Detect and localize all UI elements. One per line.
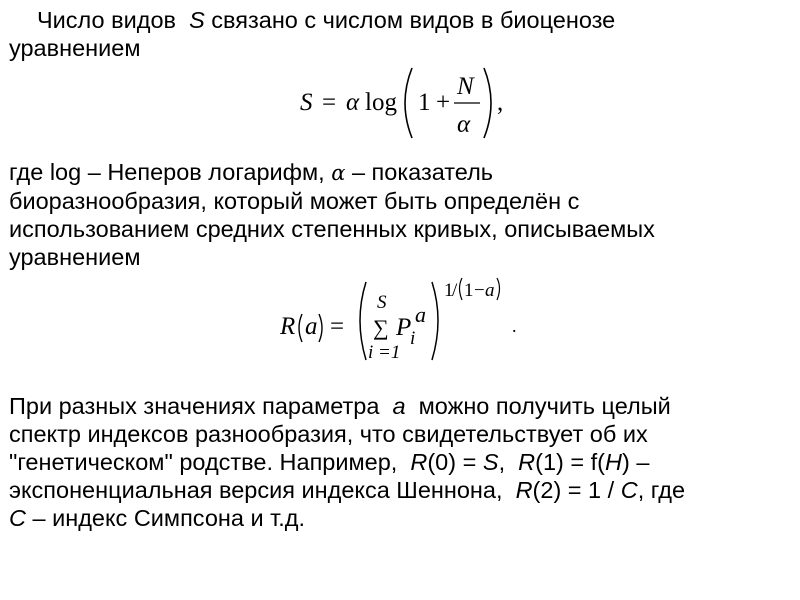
formula2-R: R: [280, 313, 296, 340]
var-S-2: S: [482, 449, 499, 475]
alpha-symbol: α: [331, 161, 346, 185]
intro-text-2: связано с числом видов в биоценозе: [211, 7, 616, 33]
formula1-log: log: [365, 89, 397, 116]
def-text-1: где log – Неперов логарифм,: [9, 159, 325, 185]
formula1-N: N: [457, 73, 474, 100]
formula2-a: a: [305, 313, 318, 340]
var-C: C: [620, 477, 638, 503]
ex-text-4: "генетическом" родстве. Например,: [9, 449, 398, 475]
formula1-plus: +: [436, 89, 451, 116]
formula2-arg-rparen: [319, 314, 322, 342]
intro-paragraph: [9, 6, 794, 62]
ex-text-2: можно получить целый: [418, 393, 671, 419]
ex-text-3: спектр индексов разнообразия, что свидетельствует об их: [9, 421, 648, 447]
formula2-exp-rparen: [497, 278, 500, 300]
formula2-exp-a: a: [485, 280, 495, 301]
formula-diversity-index: [280, 276, 530, 366]
formula1-eq: =: [322, 89, 337, 116]
R1-value: (1) = f(: [535, 449, 605, 475]
var-R-0: R: [410, 449, 428, 475]
separator: ,: [498, 449, 506, 475]
formula2-period: .: [512, 316, 517, 336]
formula1-right-paren: [484, 68, 491, 138]
var-R-2: R: [515, 477, 533, 503]
formula1-alpha-denom: α: [457, 111, 471, 138]
formula2-big-lparen: [360, 282, 366, 360]
formula2-a-sup: a: [415, 302, 426, 327]
formula2-sum-top: S: [377, 292, 387, 313]
formula2-P: P: [396, 314, 412, 341]
ex-text-6: , где: [637, 477, 686, 503]
var-S: S: [189, 7, 205, 33]
def-text-2: – показатель: [351, 159, 494, 185]
definition-paragraph: [9, 158, 794, 271]
formula1-alpha: α: [346, 89, 360, 116]
formula2-arg-lparen: [299, 314, 302, 342]
formula2-eq: =: [330, 313, 345, 340]
formula1-one: 1: [418, 89, 431, 116]
formula1-left-paren: [405, 68, 412, 138]
def-text-3: биоразнообразия, который может быть определён с: [9, 188, 580, 214]
formula2-big-rparen: [432, 282, 438, 360]
ex-text-1: При разных значениях параметра: [9, 393, 380, 419]
formula2-sum-bottom: i =1: [368, 342, 401, 363]
var-H: H: [605, 449, 622, 475]
var-C-2: C: [9, 505, 26, 531]
def-text-4: использованием средних степенных кривых, описываемых: [9, 216, 655, 242]
intro-text-1: Число видов: [37, 7, 176, 33]
R1-end: ) –: [621, 449, 650, 475]
formula2-exp-slash: /: [452, 280, 458, 301]
var-a: a: [392, 393, 406, 419]
formula1-S: S: [300, 89, 313, 116]
formula-species-count: [300, 66, 510, 142]
formula2-exp-lparen: [460, 278, 463, 300]
def-text-5: уравнением: [9, 244, 141, 270]
R0-value: (0) =: [427, 449, 477, 475]
formula2-i: i: [410, 328, 416, 349]
formula2-exp-1: 1: [444, 280, 454, 301]
var-R-1: R: [518, 449, 536, 475]
ex-text-7: – индекс Симпсона и т.д.: [32, 505, 306, 531]
formula2-exp-minus: −: [474, 280, 485, 301]
ex-text-5: экспоненциальная версия индекса Шеннона,: [9, 477, 503, 503]
R2-value: (2) = 1 /: [532, 477, 615, 503]
formula2-exp-1b: 1: [464, 280, 474, 301]
formula1-comma: ,: [497, 89, 504, 116]
formula2-sum: ∑: [373, 315, 389, 340]
intro-text-3: уравнением: [9, 35, 141, 61]
examples-paragraph: [9, 392, 794, 532]
